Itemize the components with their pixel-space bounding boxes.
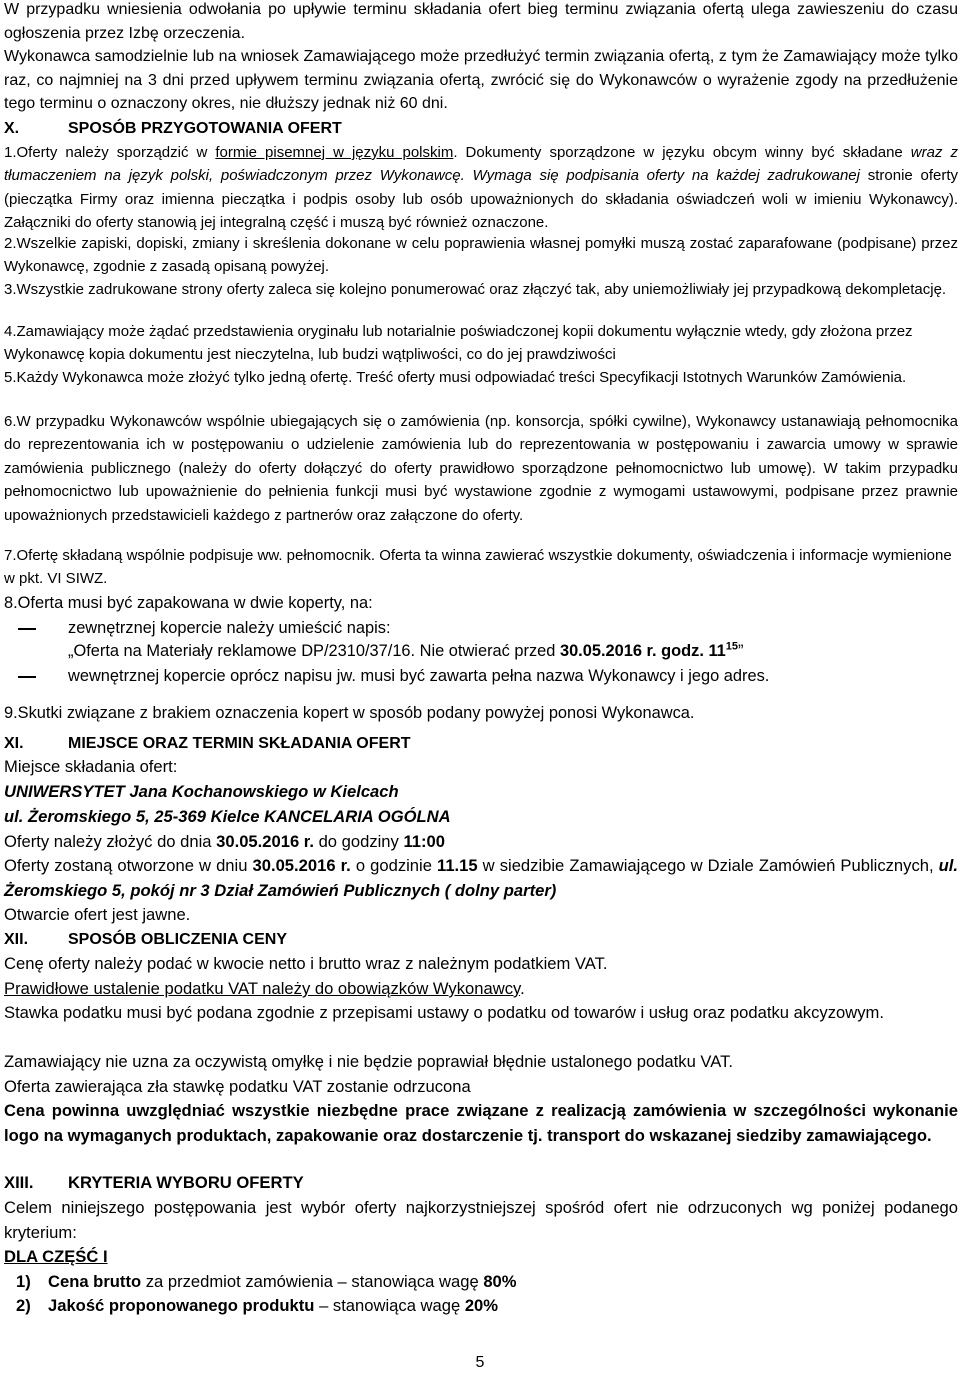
dash-bullet	[18, 628, 36, 630]
italic-phrase: wraz z tłumaczeniem na język polski, poświadczonym przez Wykonawcę.	[4, 144, 958, 185]
paragraph-appeal-suspension: W przypadku wniesienia odwołania po upływie terminu składania ofert bieg terminu związania ofertą ulega zawieszeniu do czasu ogłoszenia przez Izbę orzeczenia.	[4, 1, 958, 42]
dash-bullet	[18, 676, 36, 678]
item-8-envelope-label: „Oferta na Materiały reklamowe DP/2310/37/16. Nie otwierać przed 30.05.2016 r. godz. $11^{15}$”	[68, 640, 744, 660]
item-8: 8.Oferta musi być zapakowana w dwie koperty, na:	[4, 594, 373, 612]
section-number: X.	[4, 120, 20, 137]
section-title: KRYTERIA WYBORU OFERTY	[68, 1173, 304, 1192]
section-title: SPOSÓB PRZYGOTOWANIA OFERT	[68, 120, 342, 137]
item-1: 1.Oferty należy sporządzić w formie pisemnej w języku polskim. Dokumenty sporządzone w języku obcym winny być składane wraz z tłumaczeniem na język polski, poświadczonym przez Wykonawcę. Wymaga się podpisania oferty na każdej zadrukowanej stronie oferty (pieczątka Firmy oraz imienna pieczątka i podpis osoby lub osób upoważnionych do składania oświadczeń woli w imieniu Wykonawcy). Załączniki do oferty stanowią jej integralną część i muszą być również oznaczone.	[4, 144, 959, 232]
item-8-bullet-inner: wewnętrznej kopercie oprócz napisu jw. musi być zawarta pełna nazwa Wykonawcy i jego adres.	[68, 667, 770, 685]
section-heading-xii	[4, 929, 287, 951]
price-paragraph-4: Zamawiający nie uzna za oczywistą omyłkę i nie będzie poprawiał błędnie ustalonego podatku VAT.	[4, 1052, 733, 1071]
section-number: XI.	[4, 735, 24, 752]
item-6: 6.W przypadku Wykonawców wspólnie ubiegających się o zamówienia (np. konsorcja, spółki cywilne), Wykonawcy ustanawiają pełnomocnika do reprezentowania ich w postępowaniu o udzielenie zamówienia lub do reprezentowania w postępowaniu i zawarcia umowy w sprawie zamówienia publicznego (należy do oferty dołączyć do oferty prawidłowo sporządzone pełnomocnictwo lub umowę). W takim przypadku pełnomocnictwo lub upoważnienie do pełnienia funkcji musi być wystawione zgodnie z wymogami ustawowymi, podpisane przez prawnie upoważnionych przedstawicieli każdego z partnerów oraz załączone do oferty.	[4, 413, 958, 524]
section-title: MIEJSCE ORAZ TERMIN SKŁADANIA OFERT	[68, 735, 411, 752]
paragraph-validity-extension: Wykonawca samodzielnie lub na wniosek Zamawiającego może przedłużyć termin związania ofertą, z tym że Zamawiający może tylko raz, co najmniej na 3 dni przed upływem terminu związania ofertą, zwrócić się do Wykonawców o wyrażenie zgody na przedłużenie tego terminu o oznaczony okres, nie dłuższy jednak niż 60 dni.	[4, 48, 958, 113]
criteria-paragraph: Celem niniejszego postępowania jest wybór oferty najkorzystniejszej spośród ofert nie odrzuconych wg poniżej podanego kryterium:	[4, 1198, 958, 1242]
submission-deadline: Oferty należy złożyć do dnia 30.05.2016 r. do godziny 11:00	[4, 832, 445, 851]
university-name: UNIWERSYTET Jana Kochanowskiego w Kielcach	[4, 782, 399, 801]
opening-public: Otwarcie ofert jest jawne.	[4, 905, 191, 924]
item-7: 7.Ofertę składaną wspólnie podpisuje ww. pełnomocnik. Oferta ta winna zawierać wszystkie dokumenty, oświadczenia i informacje wymienione w pkt. VI SIWZ.	[4, 547, 952, 588]
place-label: Miejsce składania ofert:	[4, 757, 178, 776]
item-5: 5.Każdy Wykonawca może złożyć tylko jedną ofertę. Treść oferty musi odpowiadać treści Specyfikacji Istotnych Warunków Zamówienia.	[4, 369, 907, 386]
section-heading-xiii	[4, 1172, 304, 1194]
part-heading: DLA CZĘŚĆ I	[4, 1247, 108, 1266]
price-paragraph-3: Stawka podatku musi być podana zgodnie z przepisami ustawy o podatku od towarów i usług oraz podatku akcyzowym.	[4, 1003, 884, 1022]
page-number: 5	[475, 1354, 485, 1371]
opening-info: Oferty zostaną otworzone w dniu 30.05.2016 r. o godzinie 11.15 w siedzibie Zamawiającego w Dziale Zamówień Publicznych, ul. Żeromskiego 5, pokój nr 3 Dział Zamówień Publicznych ( dolny parter)	[4, 856, 958, 900]
item-4: 4.Zamawiający może żądać przedstawienia oryginału lub notarialnie poświadczonej kopii dokumentu wyłącznie wtedy, gdy złożona przez Wykonawcę kopia dokumentu jest nieczytelna, lub budzi wątpliwości, co do jej prawdziwości	[4, 323, 913, 364]
section-number: XIII.	[4, 1173, 34, 1192]
criterion-2: 2) Jakość proponowanego produktu – stanowiąca wagę 20%	[16, 1296, 499, 1315]
item-2: 2.Wszelkie zapiski, dopiski, zmiany i skreślenia dokonane w celu poprawienia własnej pomyłki muszą zostać zaparafowane (podpisane) przez Wykonawcę, zgodnie z zasadą opisaną powyżej.	[4, 235, 958, 276]
section-number: XII.	[4, 931, 29, 948]
italic-phrase: Wymaga się podpisania oferty na każdej zadrukowanej	[464, 167, 860, 185]
underlined-phrase: formie pisemnej w języku polskim	[215, 144, 454, 161]
item-9: 9.Skutki związane z brakiem oznaczenia kopert w sposób podany powyżej ponosi Wykonawca.	[4, 704, 695, 722]
price-paragraph-2: Prawidłowe ustalenie podatku VAT należy do obowiązków Wykonawcy.	[4, 979, 525, 998]
item-8-bullet-outer: zewnętrznej kopercie należy umieścić napis:	[68, 619, 391, 637]
section-heading-xi	[4, 733, 411, 755]
section-title: SPOSÓB OBLICZENIA CENY	[68, 931, 287, 948]
university-address: ul. Żeromskiego 5, 25-369 Kielce KANCELARIA OGÓLNA	[4, 807, 451, 826]
price-paragraph-1: Cenę oferty należy podać w kwocie netto i brutto wraz z należnym podatkiem VAT.	[4, 954, 608, 973]
price-paragraph-6: Cena powinna uwzględniać wszystkie niezbędne prace związane z realizacją zamówienia w szczególności wykonanie logo na wymaganych produktach, zapakowanie oraz dostarczenie tj. transport do wskazanej siedziby zamawiającego.	[4, 1101, 958, 1145]
criterion-1: 1) Cena brutto za przedmiot zamówienia – stanowiąca wagę 80%	[16, 1272, 517, 1291]
price-paragraph-5: Oferta zawierająca zła stawkę podatku VAT zostanie odrzucona	[4, 1077, 471, 1096]
item-3: 3.Wszystkie zadrukowane strony oferty zaleca się kolejno ponumerować oraz złączyć tak, aby uniemożliwiały jej przypadkową dekompletację.	[4, 281, 947, 298]
section-heading-x	[4, 118, 342, 140]
